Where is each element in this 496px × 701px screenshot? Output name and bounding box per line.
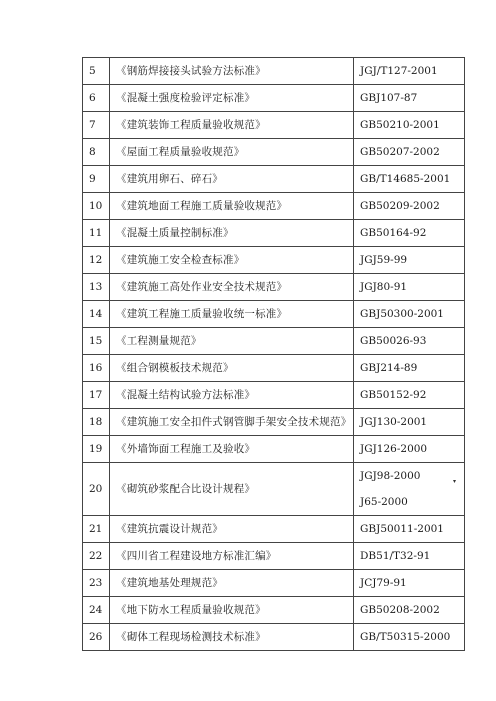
row-number: 8 xyxy=(83,139,110,166)
standard-code-cell xyxy=(354,624,465,651)
standard-code-cell xyxy=(354,112,465,139)
standard-code-cell xyxy=(354,355,465,382)
standard-name: 《建筑施工高处作业安全技术规范》 xyxy=(110,274,354,301)
standard-name: 《混凝土结构试验方法标准》 xyxy=(110,382,354,409)
standard-name: 《屋面工程质量验收规范》 xyxy=(110,139,354,166)
standard-name: 《钢筋焊接接头试验方法标准》 xyxy=(110,58,354,85)
standard-name: 《混凝土强度检验评定标准》 xyxy=(110,85,354,112)
table-row xyxy=(83,597,465,624)
standard-name: 《建筑施工安全检查标准》 xyxy=(110,247,354,274)
table-row xyxy=(83,58,465,85)
row-number: 5 xyxy=(83,58,110,85)
row-number: 18 xyxy=(83,409,110,436)
standard-name: 《组合钢模板技术规范》 xyxy=(110,355,354,382)
standard-code: GB/T14685-2001 xyxy=(360,173,451,185)
standard-name: 《建筑施工安全扣件式钢管脚手架安全技术规范》 xyxy=(110,409,354,436)
standard-code: JGJ80-91 xyxy=(360,281,408,293)
table-row xyxy=(83,463,465,516)
standard-code: GB50164-92 xyxy=(360,227,427,239)
table-row xyxy=(83,382,465,409)
table-row xyxy=(83,624,465,651)
standard-code: GBJ50011-2001 xyxy=(360,523,444,535)
table-row xyxy=(83,543,465,570)
standard-name: 《混凝土质量控制标准》 xyxy=(110,220,354,247)
row-number: 26 xyxy=(83,624,110,651)
table-row xyxy=(83,220,465,247)
row-number: 14 xyxy=(83,301,110,328)
table-row xyxy=(83,112,465,139)
standard-code-cell xyxy=(354,382,465,409)
standard-name: 《建筑抗震设计规范》 xyxy=(110,516,354,543)
standard-code-cell xyxy=(354,139,465,166)
standard-name: 《工程测量规范》 xyxy=(110,328,354,355)
standard-code: GB50026-93 xyxy=(360,335,427,347)
table-row xyxy=(83,355,465,382)
standard-code: GB/T50315-2000 xyxy=(360,631,451,643)
standard-code: GB50209-2002 xyxy=(360,200,440,212)
standard-code-cell xyxy=(354,516,465,543)
row-number: 21 xyxy=(83,516,110,543)
standard-code: DB51/T32-91 xyxy=(360,550,431,562)
standard-code-cell xyxy=(354,436,465,463)
row-number: 10 xyxy=(83,193,110,220)
standard-code: GB50207-2002 xyxy=(360,146,440,158)
standard-code: GB50152-92 xyxy=(360,389,427,401)
standard-code-cell xyxy=(354,247,465,274)
table-row xyxy=(83,193,465,220)
standard-code: GBJ107-87 xyxy=(360,92,418,104)
standard-name: 《砌筑砂浆配合比设计规程》 xyxy=(110,463,354,516)
standard-code-cell xyxy=(354,543,465,570)
table-row xyxy=(83,570,465,597)
table-row xyxy=(83,516,465,543)
table-row xyxy=(83,166,465,193)
standard-code-cell xyxy=(354,301,465,328)
standard-code: GB50208-2002 xyxy=(360,604,440,616)
standard-code: GBJ214-89 xyxy=(360,362,418,374)
row-number: 13 xyxy=(83,274,110,301)
table-row xyxy=(83,436,465,463)
standard-code-cell xyxy=(354,193,465,220)
standard-code-cell xyxy=(354,409,465,436)
standard-code-cell xyxy=(354,58,465,85)
row-number: 23 xyxy=(83,570,110,597)
row-number: 11 xyxy=(83,220,110,247)
standard-code-cell xyxy=(354,220,465,247)
standard-code: GB50210-2001 xyxy=(360,119,440,131)
standard-code: JGJ126-2000 xyxy=(360,443,428,455)
standard-code: JGJ130-2001 xyxy=(360,416,428,428)
row-number: 12 xyxy=(83,247,110,274)
standard-name: 《建筑地面工程施工质量验收规范》 xyxy=(110,193,354,220)
row-number: 16 xyxy=(83,355,110,382)
row-number: 19 xyxy=(83,436,110,463)
row-number: 6 xyxy=(83,85,110,112)
standard-code-cell xyxy=(354,597,465,624)
row-number: 20 xyxy=(83,463,110,516)
standards-table-body xyxy=(83,58,465,651)
standard-name: 《地下防水工程质量验收规范》 xyxy=(110,597,354,624)
standard-name: 《四川省工程建设地方标准汇编》 xyxy=(110,543,354,570)
row-number: 22 xyxy=(83,543,110,570)
row-number: 24 xyxy=(83,597,110,624)
table-row xyxy=(83,274,465,301)
standards-table xyxy=(82,57,465,651)
standard-name: 《外墙饰面工程施工及验收》 xyxy=(110,436,354,463)
standard-code-cell xyxy=(354,570,465,597)
standard-name: 《砌体工程现场检测技术标准》 xyxy=(110,624,354,651)
row-number: 15 xyxy=(83,328,110,355)
standard-code-cell xyxy=(354,85,465,112)
row-number: 9 xyxy=(83,166,110,193)
standard-code: JCJ79-91 xyxy=(360,577,407,589)
small-mark-icon: ▾ xyxy=(452,478,456,485)
table-row xyxy=(83,328,465,355)
standard-name: 《建筑工程施工质量验收统一标准》 xyxy=(110,301,354,328)
row-number: 7 xyxy=(83,112,110,139)
standard-code: JGJ59-99 xyxy=(360,254,408,266)
standard-code: GBJ50300-2001 xyxy=(360,308,444,320)
standard-code: J65-2000 xyxy=(360,496,408,508)
standard-code-cell xyxy=(354,274,465,301)
table-row xyxy=(83,409,465,436)
row-number: 17 xyxy=(83,382,110,409)
standard-name: 《建筑地基处理规范》 xyxy=(110,570,354,597)
table-row xyxy=(83,247,465,274)
standard-code-cell xyxy=(354,328,465,355)
table-row xyxy=(83,85,465,112)
standard-name: 《建筑用卵石、碎石》 xyxy=(110,166,354,193)
standard-code-cell xyxy=(354,463,465,516)
standard-code-cell xyxy=(354,166,465,193)
standard-name: 《建筑装饰工程质量验收规范》 xyxy=(110,112,354,139)
standard-code: JGJ98-2000 xyxy=(360,470,421,482)
standard-code: JGJ/T127-2001 xyxy=(360,65,438,77)
table-row xyxy=(83,301,465,328)
table-row xyxy=(83,139,465,166)
